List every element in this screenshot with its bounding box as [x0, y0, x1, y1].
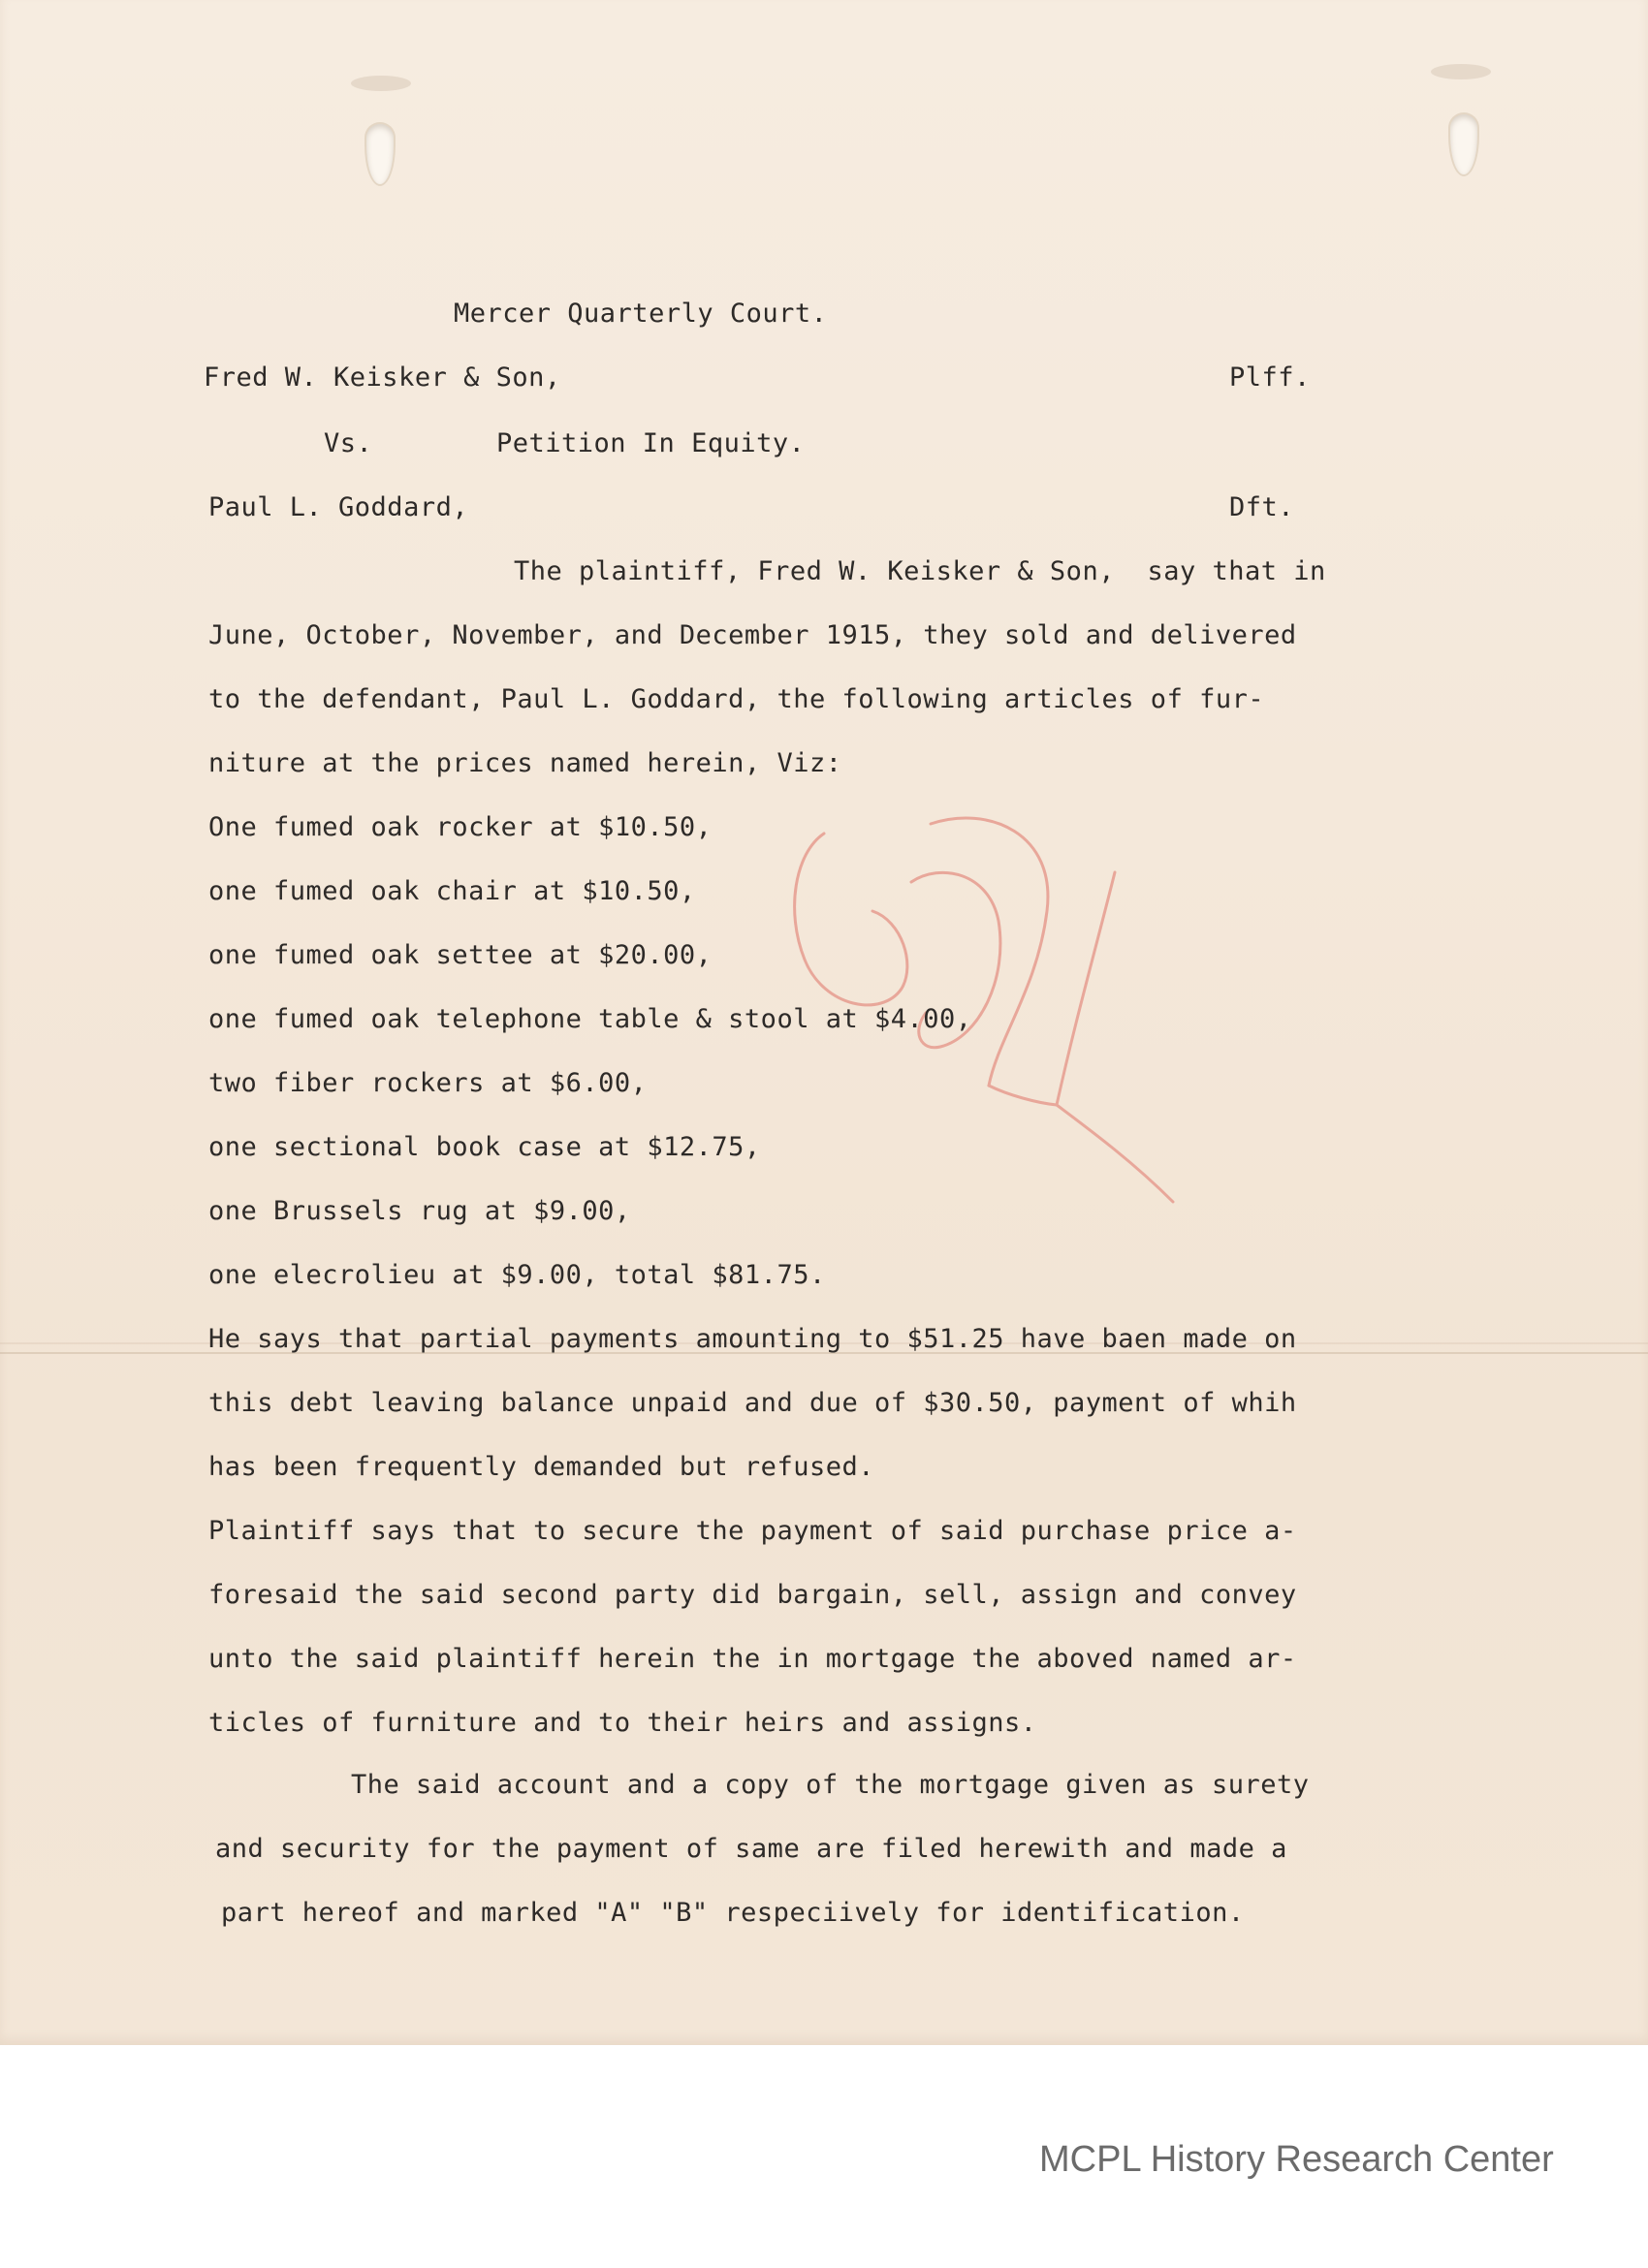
furniture-item: two fiber rockers at $6.00,	[208, 1068, 648, 1098]
body-line: to the defendant, Paul L. Goddard, the following articles of fur-	[208, 684, 1265, 714]
furniture-item: one Brussels rug at $9.00,	[208, 1196, 631, 1226]
furniture-item: one fumed oak chair at $10.50,	[208, 876, 696, 906]
body-line: The said account and a copy of the mortgage given as surety	[351, 1770, 1310, 1800]
body-line: this debt leaving balance unpaid and due of $30.50, payment of whih	[208, 1388, 1297, 1418]
body-line: niture at the prices named herein, Viz:	[208, 748, 842, 778]
punch-hole-shadow	[1431, 64, 1491, 79]
body-line: ticles of furniture and to their heirs and assigns.	[208, 1708, 1037, 1738]
punch-hole	[366, 124, 394, 184]
furniture-item: One fumed oak rocker at $10.50,	[208, 812, 713, 842]
body-line: foresaid the said second party did bargain, sell, assign and convey	[208, 1580, 1297, 1610]
body-line: has been frequently demanded but refused.	[208, 1452, 874, 1482]
body-line: He says that partial payments amounting to $51.25 have baen made on	[208, 1324, 1297, 1354]
plaintiff-name: Fred W. Keisker & Son,	[204, 362, 561, 393]
furniture-item: one fumed oak settee at $20.00,	[208, 940, 713, 970]
punch-hole	[1450, 114, 1477, 174]
furniture-item: one fumed oak telephone table & stool at $4.00,	[208, 1004, 972, 1034]
body-line: and security for the payment of same are filed herewith and made a	[215, 1834, 1287, 1864]
petition-type: Petition In Equity.	[496, 428, 806, 458]
furniture-item: one elecrolieu at $9.00, total $81.75.	[208, 1260, 826, 1290]
versus-label: Vs.	[324, 428, 373, 458]
plaintiff-role: Plff.	[1229, 362, 1311, 393]
body-line: part hereof and marked "A" "B" respeciively for identification.	[221, 1898, 1245, 1928]
body-line: Plaintiff says that to secure the payment of said purchase price a-	[208, 1516, 1297, 1546]
defendant-name: Paul L. Goddard,	[208, 492, 469, 522]
court-heading: Mercer Quarterly Court.	[454, 299, 828, 329]
defendant-role: Dft.	[1229, 492, 1295, 522]
furniture-item: one sectional book case at $12.75,	[208, 1132, 761, 1162]
punch-hole-shadow	[351, 76, 411, 91]
body-line: The plaintiff, Fred W. Keisker & Son, say that in	[514, 556, 1326, 586]
body-line: June, October, November, and December 1915, they sold and delivered	[208, 620, 1297, 650]
body-line: unto the said plaintiff herein the in mortgage the aboved named ar-	[208, 1644, 1297, 1674]
footer-credit: MCPL History Research Center	[1039, 2139, 1554, 2180]
